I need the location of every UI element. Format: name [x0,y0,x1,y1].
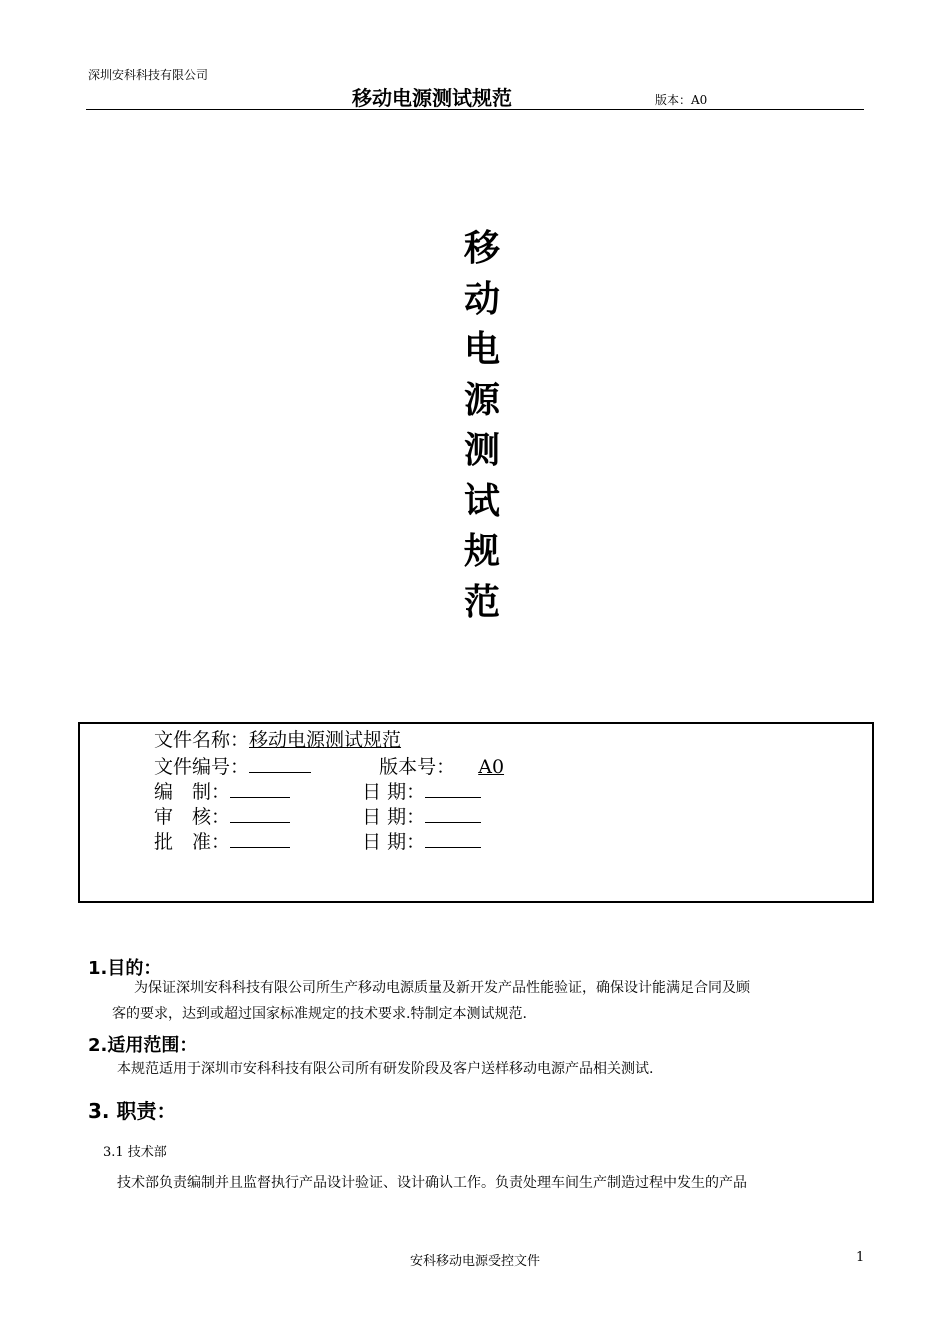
header-version: 版本：A0 [655,93,708,107]
file-name-label: 文件名称： [154,729,250,751]
approved-row [154,829,481,853]
file-name-row [154,729,401,751]
header-title: 移动电源测试规范 [352,86,512,110]
version-label: 版本号： [379,756,456,778]
section-3-heading: 3. 职责： [88,1099,177,1123]
reviewed-date-blank [425,804,481,823]
cover-title-char: 移 [463,228,500,269]
section-2-line-1: 本规范适用于深圳市安科科技有限公司所有研发阶段及客户送样移动电源产品相关测试. [117,1061,654,1077]
prepared-date-label: 日 期： [362,781,426,803]
cover-title-char: 试 [463,480,500,522]
header-divider [86,109,864,110]
cover-title-char: 规 [463,531,500,572]
cover-title-char: 电 [463,329,500,370]
prepared-date-blank [425,779,481,798]
reviewed-blank [230,804,290,823]
prepared-row [154,779,481,803]
approved-label: 批 准： [154,831,231,853]
prepared-label: 编 制： [154,781,231,803]
reviewed-row [154,804,481,828]
cover-title [452,224,512,628]
section-3-1-subheading: 3.1 技术部 [103,1145,167,1160]
approved-date-label: 日 期： [362,831,426,853]
company-name: 深圳安科科技有限公司 [88,68,209,82]
section-1-line-2: 客的要求，达到或超过国家标准规定的技术要求.特制定本测试规范. [112,1006,527,1022]
cover-title-char: 动 [463,278,500,320]
file-number-row [154,754,527,778]
file-number-label: 文件编号： [154,756,250,778]
file-number-blank [249,754,311,773]
approved-date-blank [425,829,481,848]
section-3-line-1: 技术部负责编制并且监督执行产品设计验证、设计确认工作。负责处理车间生产制造过程中发生的产品 [117,1175,747,1191]
reviewed-date-label: 日 期： [362,806,426,828]
cover-title-char: 范 [463,581,500,623]
page-number: 1 [856,1250,865,1265]
section-1-line-1: 为保证深圳安科科技有限公司所生产移动电源质量及新开发产品性能验证，确保设计能满足合同及顾 [134,980,750,996]
reviewed-label: 审 核： [154,806,231,828]
prepared-blank [230,779,290,798]
document-info-box [78,722,874,903]
section-2-heading: 2.适用范围： [88,1035,198,1056]
version-value: A0 [478,756,505,778]
cover-title-char: 测 [463,430,500,471]
footer-controlled-doc: 安科移动电源受控文件 [409,1254,540,1269]
section-1-heading: 1.目的： [88,958,162,979]
cover-title-char: 源 [463,379,500,421]
file-name-value: 移动电源测试规范 [249,729,402,751]
approved-blank [230,829,290,848]
